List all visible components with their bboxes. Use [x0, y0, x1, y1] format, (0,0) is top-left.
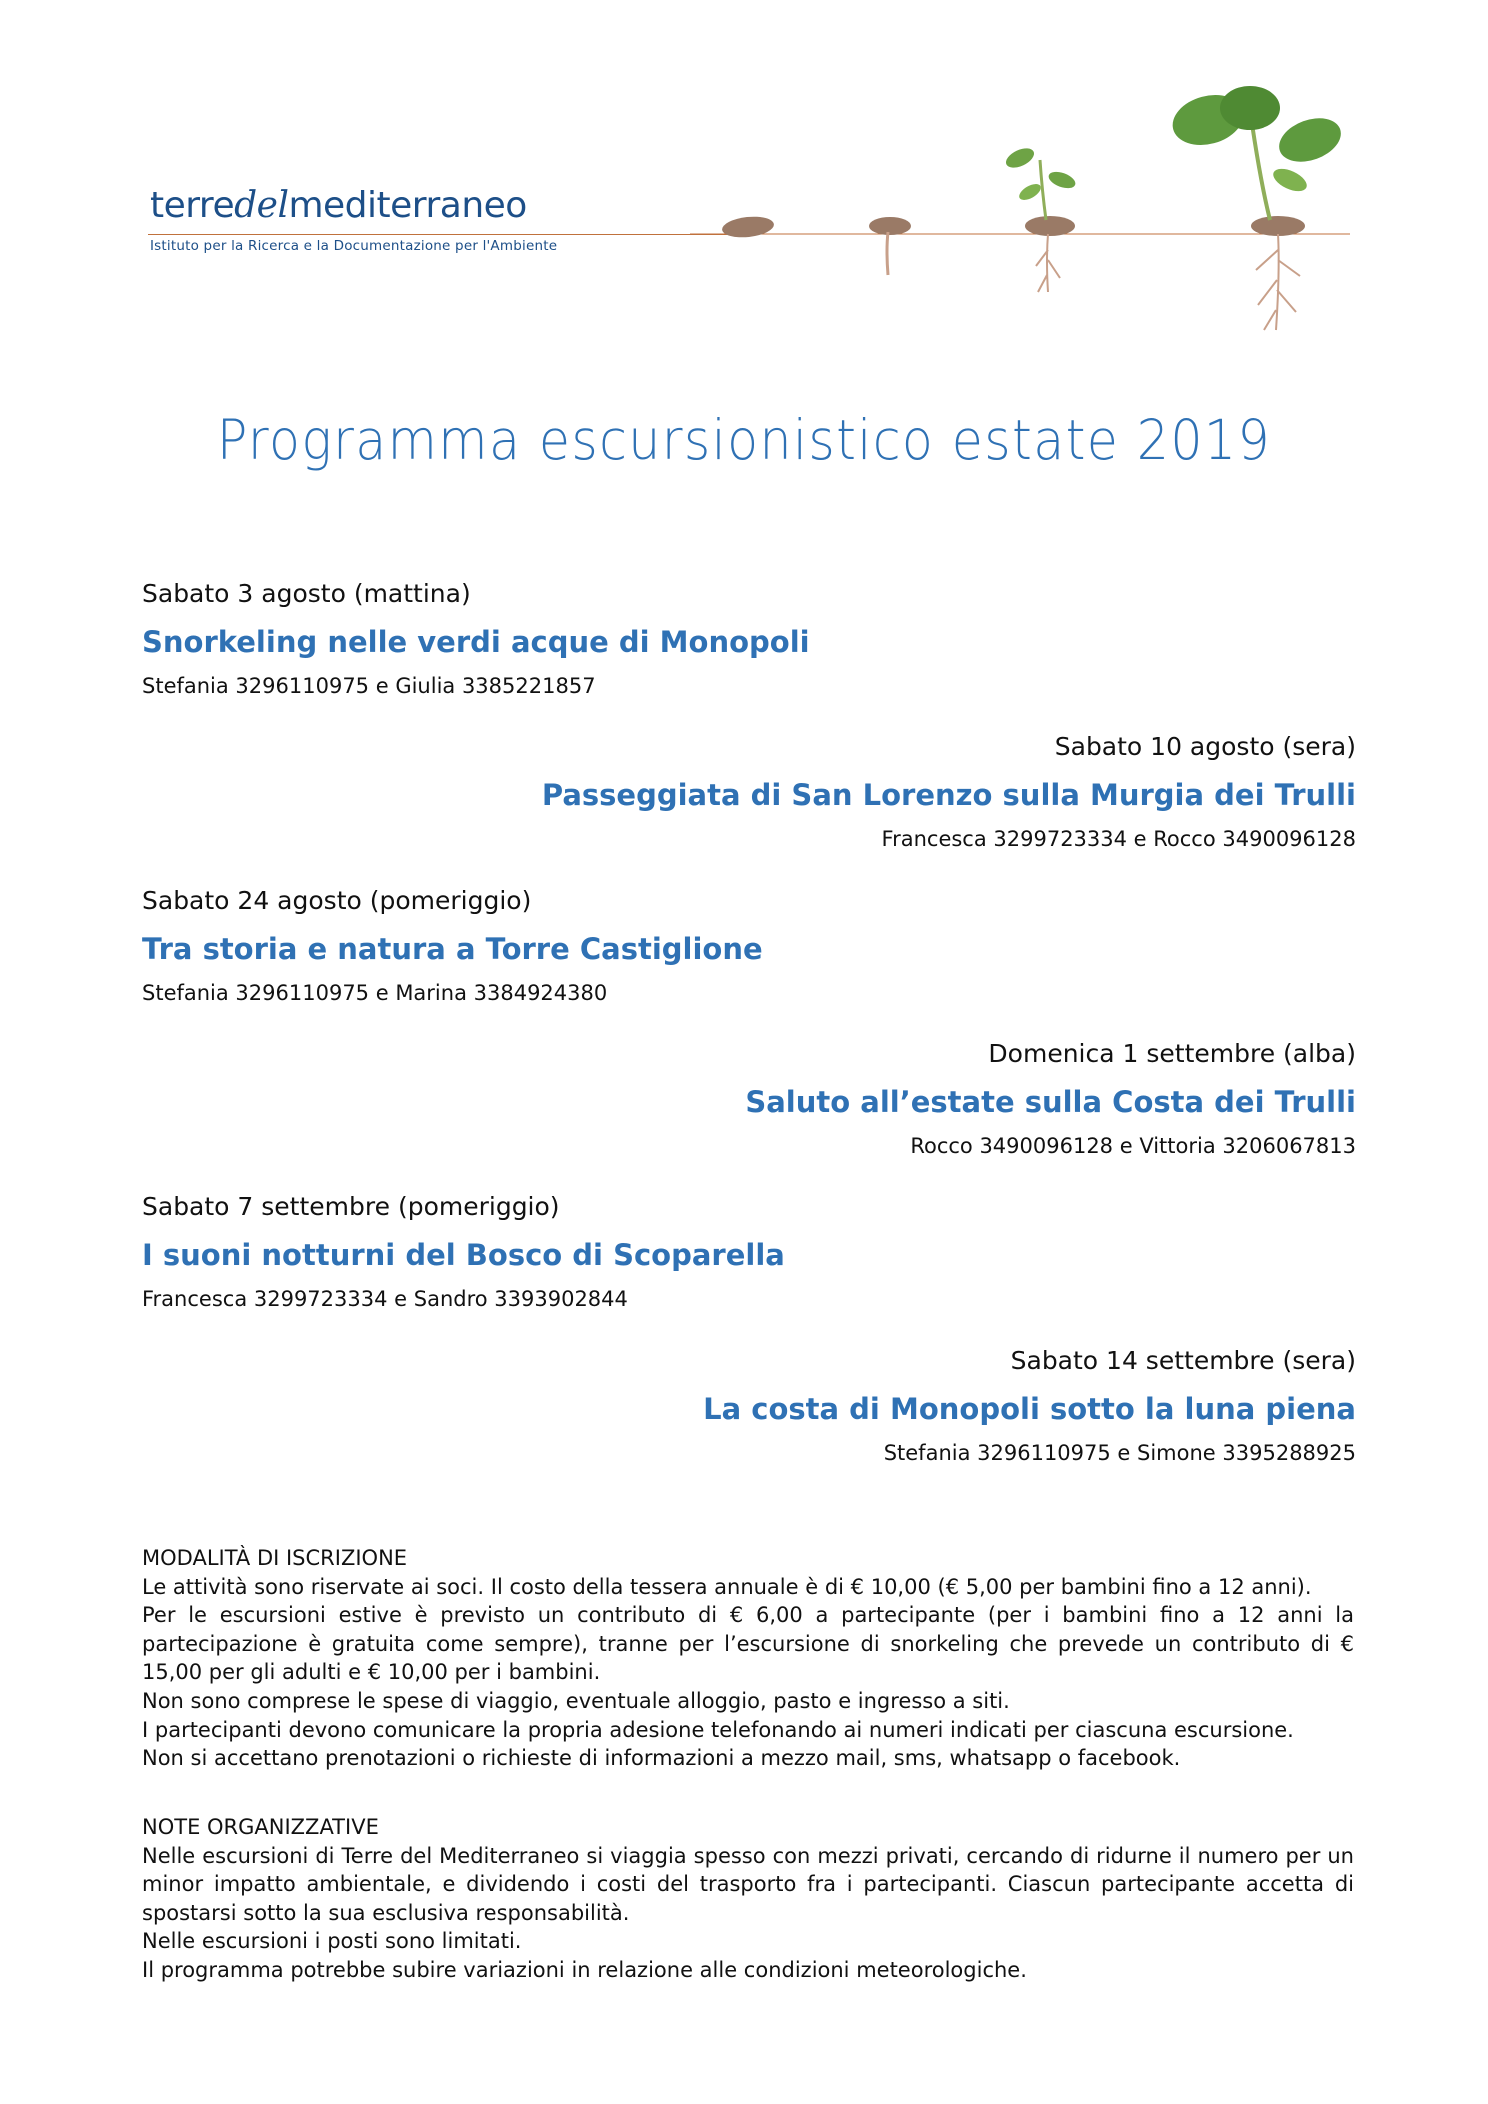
event-date: Sabato 7 settembre (pomeriggio) [142, 1192, 560, 1221]
event-title: Snorkeling nelle verdi acque di Monopoli [142, 625, 810, 659]
iscrizione-heading: MODALITÀ DI ISCRIZIONE [142, 1546, 408, 1570]
iscrizione-paragraph: I partecipanti devono comunicare la propria adesione telefonando ai numeri indicati per ciascuna escursione. [142, 1717, 1294, 1742]
page-title: Programma escursionistico estate 2019 [216, 408, 1272, 472]
logo-divider-line [148, 234, 735, 235]
seed-4-oak-sapling-icon [1167, 86, 1347, 330]
event-contacts: Francesca 3299723334 e Rocco 3490096128 [881, 827, 1356, 851]
iscrizione-paragraph: Per le escursioni estive è previsto un contributo di € 6,00 a partecipante (per i bambini fino a 12 anni la partecipazione è gratuita come sempre), tranne per l’escursione di snorkeling che prevede un contributo di € 15,00 per gli adulti e € 10,00 per i bambini. [142, 1603, 1354, 1685]
event-title: La costa di Monopoli sotto la luna piena [703, 1392, 1356, 1426]
logo-word-mediterraneo: mediterraneo [288, 185, 527, 226]
event-date: Sabato 10 agosto (sera) [1054, 732, 1356, 761]
event-title: I suoni notturni del Bosco di Scoparella [142, 1238, 785, 1272]
event-title: Tra storia e natura a Torre Castiglione [142, 932, 763, 966]
seed-1-icon [721, 214, 775, 239]
logo-wordmark [150, 185, 557, 226]
event-item-2 [146, 731, 1356, 853]
logo-subtitle: Istituto per la Ricerca e la Documentazione per l'Ambiente [150, 238, 558, 254]
iscrizione-paragraph: Le attività sono riservate ai soci. Il costo della tessera annuale è di € 10,00 (€ 5,00 per bambini fino a 12 anni). [142, 1574, 1312, 1599]
note-heading: NOTE ORGANIZZATIVE [142, 1815, 379, 1839]
event-title: Passeggiata di San Lorenzo sulla Murgia dei Trulli [541, 778, 1356, 812]
event-item-5 [142, 1191, 1352, 1313]
seed-3-sprout-icon [1003, 144, 1078, 292]
event-date: Sabato 3 agosto (mattina) [142, 579, 471, 608]
iscrizione-paragraph: Non sono comprese le spese di viaggio, eventuale alloggio, pasto e ingresso a siti. [142, 1688, 1010, 1713]
event-contacts: Rocco 3490096128 e Vittoria 3206067813 [910, 1134, 1356, 1158]
iscrizione-paragraph: Non si accettano prenotazioni o richieste di informazioni a mezzo mail, sms, whatsapp o facebook. [142, 1746, 1181, 1771]
logo-word-terre: terre [150, 185, 235, 226]
event-contacts: Stefania 3296110975 e Giulia 3385221857 [142, 674, 596, 698]
event-item-3 [142, 885, 1352, 1007]
note-paragraph: Nelle escursioni di Terre del Mediterraneo si viaggia spesso con mezzi privati, cercando di ridurne il numero per un minor impatto ambientale, e dividendo i costi del trasporto fra i partecipanti. Ciascun partecipante accetta di spostarsi sotto la sua esclusiva responsabilità. [142, 1843, 1354, 1925]
note-paragraph: Il programma potrebbe subire variazioni in relazione alle condizioni meteorologiche. [142, 1957, 1027, 1982]
event-item-1 [142, 578, 1352, 700]
event-contacts: Stefania 3296110975 e Simone 3395288925 [883, 1441, 1356, 1465]
note-paragraph: Nelle escursioni i posti sono limitati. [142, 1929, 522, 1954]
event-item-6 [146, 1345, 1356, 1467]
note-section [142, 1813, 1354, 1985]
event-date: Sabato 24 agosto (pomeriggio) [142, 886, 532, 915]
event-contacts: Stefania 3296110975 e Marina 3384924380 [142, 981, 608, 1005]
sprouting-seeds-illustration [690, 80, 1370, 340]
event-item-4 [146, 1038, 1356, 1160]
iscrizione-section [142, 1544, 1354, 1773]
logo [150, 185, 558, 254]
event-date: Domenica 1 settembre (alba) [988, 1039, 1356, 1068]
logo-word-del: del [234, 185, 289, 226]
event-date: Sabato 14 settembre (sera) [1010, 1346, 1356, 1375]
event-contacts: Francesca 3299723334 e Sandro 3393902844 [142, 1287, 628, 1311]
seed-2-icon [869, 217, 911, 275]
event-title: Saluto all’estate sulla Costa dei Trulli [745, 1085, 1356, 1119]
